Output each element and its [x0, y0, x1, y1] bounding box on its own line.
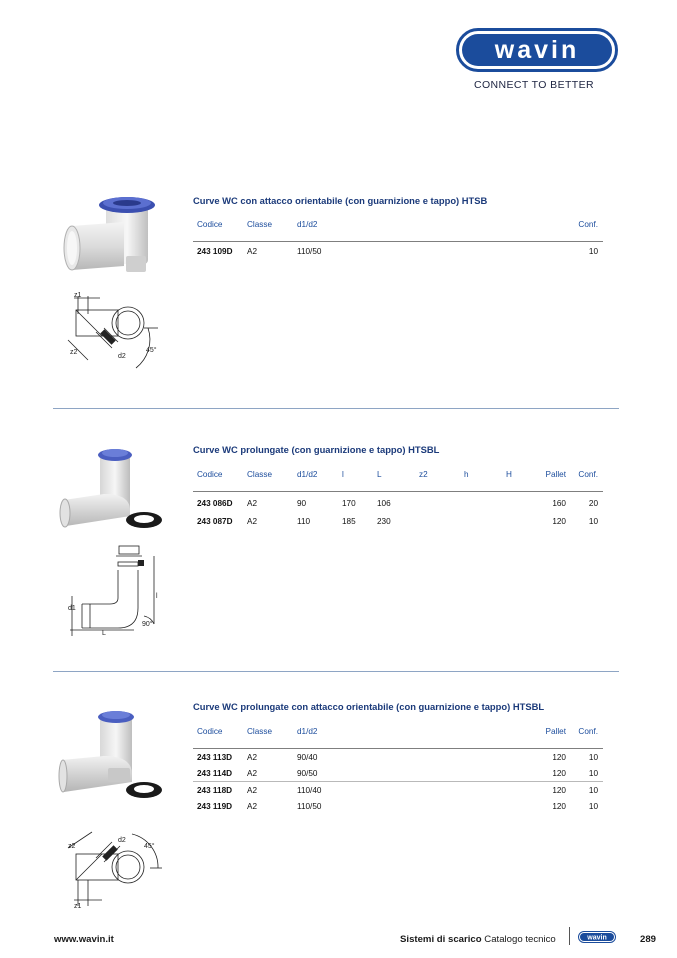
table-header-rule — [193, 241, 603, 242]
cell-pallet: 160 — [552, 499, 566, 508]
cell-classe: A2 — [247, 753, 258, 762]
drawing-label-z2: z2 — [68, 843, 76, 850]
footer-wavin-logo — [578, 931, 616, 943]
drawing-label-d1: d1 — [68, 605, 76, 612]
header-z2: z2 — [419, 470, 428, 479]
footer-doc-bold: Sistemi di scarico — [400, 934, 482, 945]
cell-classe: A2 — [247, 247, 258, 256]
cell-l: 185 — [342, 517, 356, 526]
technical-drawing-htsbl-orientabile — [62, 828, 166, 910]
header-classe: Classe — [247, 727, 273, 736]
table-group-rule — [193, 781, 603, 782]
section-title-htsbl-orientabile: Curve WC prolungate con attacco orientabile (con guarnizione e tappo) HTSBL — [193, 701, 545, 712]
header-conf: Conf. — [578, 470, 598, 479]
section-title-htsb: Curve WC con attacco orientabile (con guarnizione e tappo) HTSB — [193, 195, 488, 206]
section-divider — [53, 671, 619, 672]
cell-codice: 243 114D — [197, 769, 233, 778]
cell-conf: 10 — [588, 769, 598, 778]
cell-l: 170 — [342, 499, 356, 508]
section-title-htsbl: Curve WC prolungate (con guarnizione e tappo) HTSBL — [193, 444, 440, 455]
footer-url[interactable]: www.wavin.it — [54, 934, 114, 945]
cell-conf: 10 — [588, 786, 598, 795]
footer-logo-text: wavin — [587, 934, 607, 942]
footer-separator — [569, 927, 570, 945]
cell-d1d2: 90/50 — [297, 769, 318, 778]
drawing-label-d2: d2 — [118, 353, 126, 360]
cell-pallet: 120 — [552, 517, 566, 526]
drawing-label-angle: 90° — [142, 621, 153, 628]
drawing-label-z1: z1 — [74, 292, 82, 299]
header-pallet: Pallet — [545, 470, 566, 479]
technical-drawing-htsb — [60, 288, 170, 372]
header-d1d2: d1/d2 — [297, 727, 318, 736]
cell-d1d2: 110 — [297, 517, 311, 526]
cell-conf: 10 — [588, 247, 598, 256]
cell-classe: A2 — [247, 499, 258, 508]
header-pallet: Pallet — [545, 727, 566, 736]
logo-text: wavin — [494, 36, 580, 64]
cell-d1d2: 90 — [297, 499, 307, 508]
drawing-label-L: L — [102, 630, 106, 636]
header-conf: Conf. — [578, 220, 598, 229]
drawing-label-angle: 45° — [144, 843, 155, 850]
cell-L: 106 — [377, 499, 391, 508]
cell-pallet: 120 — [552, 802, 566, 811]
cell-d1d2: 90/40 — [297, 753, 318, 762]
drawing-label-z1: z1 — [74, 903, 82, 910]
cell-codice: 243 119D — [197, 802, 233, 811]
cell-codice: 243 113D — [197, 753, 233, 762]
header-H: H — [506, 470, 512, 479]
cell-d1d2: 110/50 — [297, 247, 322, 256]
product-photo-htsb — [58, 188, 170, 286]
brand-tagline: CONNECT TO BETTER — [474, 79, 594, 91]
header-conf: Conf. — [578, 727, 598, 736]
wavin-logo — [456, 28, 618, 72]
product-photo-htsbl-orientabile — [58, 708, 168, 806]
footer-doc-normal: Catalogo tecnico — [484, 934, 556, 945]
cell-classe: A2 — [247, 517, 258, 526]
header-d1d2: d1/d2 — [297, 220, 318, 229]
cell-pallet: 120 — [552, 753, 566, 762]
drawing-label-d2: d2 — [118, 837, 126, 844]
drawing-label-l: l — [156, 593, 158, 600]
cell-pallet: 120 — [552, 786, 566, 795]
cell-pallet: 120 — [552, 769, 566, 778]
product-photo-htsbl — [58, 440, 168, 536]
page-number: 289 — [640, 934, 657, 945]
cell-conf: 10 — [588, 517, 598, 526]
cell-L: 230 — [377, 517, 391, 526]
cell-d1d2: 110/40 — [297, 786, 322, 795]
header-h: h — [464, 470, 469, 479]
cell-codice: 243 087D — [197, 517, 233, 526]
header-L: L — [377, 470, 382, 479]
drawing-label-z2: z2 — [70, 349, 78, 356]
section-divider — [53, 408, 619, 409]
table-header-rule — [193, 748, 603, 749]
cell-codice: 243 086D — [197, 499, 233, 508]
table-header-rule — [193, 491, 603, 492]
footer-document-title — [400, 934, 556, 945]
header-classe: Classe — [247, 470, 273, 479]
technical-drawing-htsbl — [64, 540, 168, 636]
header-l: l — [342, 470, 344, 479]
header-codice: Codice — [197, 727, 223, 736]
cell-conf: 10 — [588, 802, 598, 811]
drawing-label-angle: 45° — [146, 347, 157, 354]
cell-classe: A2 — [247, 802, 258, 811]
cell-classe: A2 — [247, 769, 258, 778]
header-codice: Codice — [197, 220, 223, 229]
header-codice: Codice — [197, 470, 223, 479]
header-classe: Classe — [247, 220, 273, 229]
cell-codice: 243 118D — [197, 786, 233, 795]
cell-d1d2: 110/50 — [297, 802, 322, 811]
cell-conf: 10 — [588, 753, 598, 762]
header-d1d2: d1/d2 — [297, 470, 318, 479]
cell-conf: 20 — [588, 499, 598, 508]
cell-codice: 243 109D — [197, 247, 233, 256]
cell-classe: A2 — [247, 786, 258, 795]
